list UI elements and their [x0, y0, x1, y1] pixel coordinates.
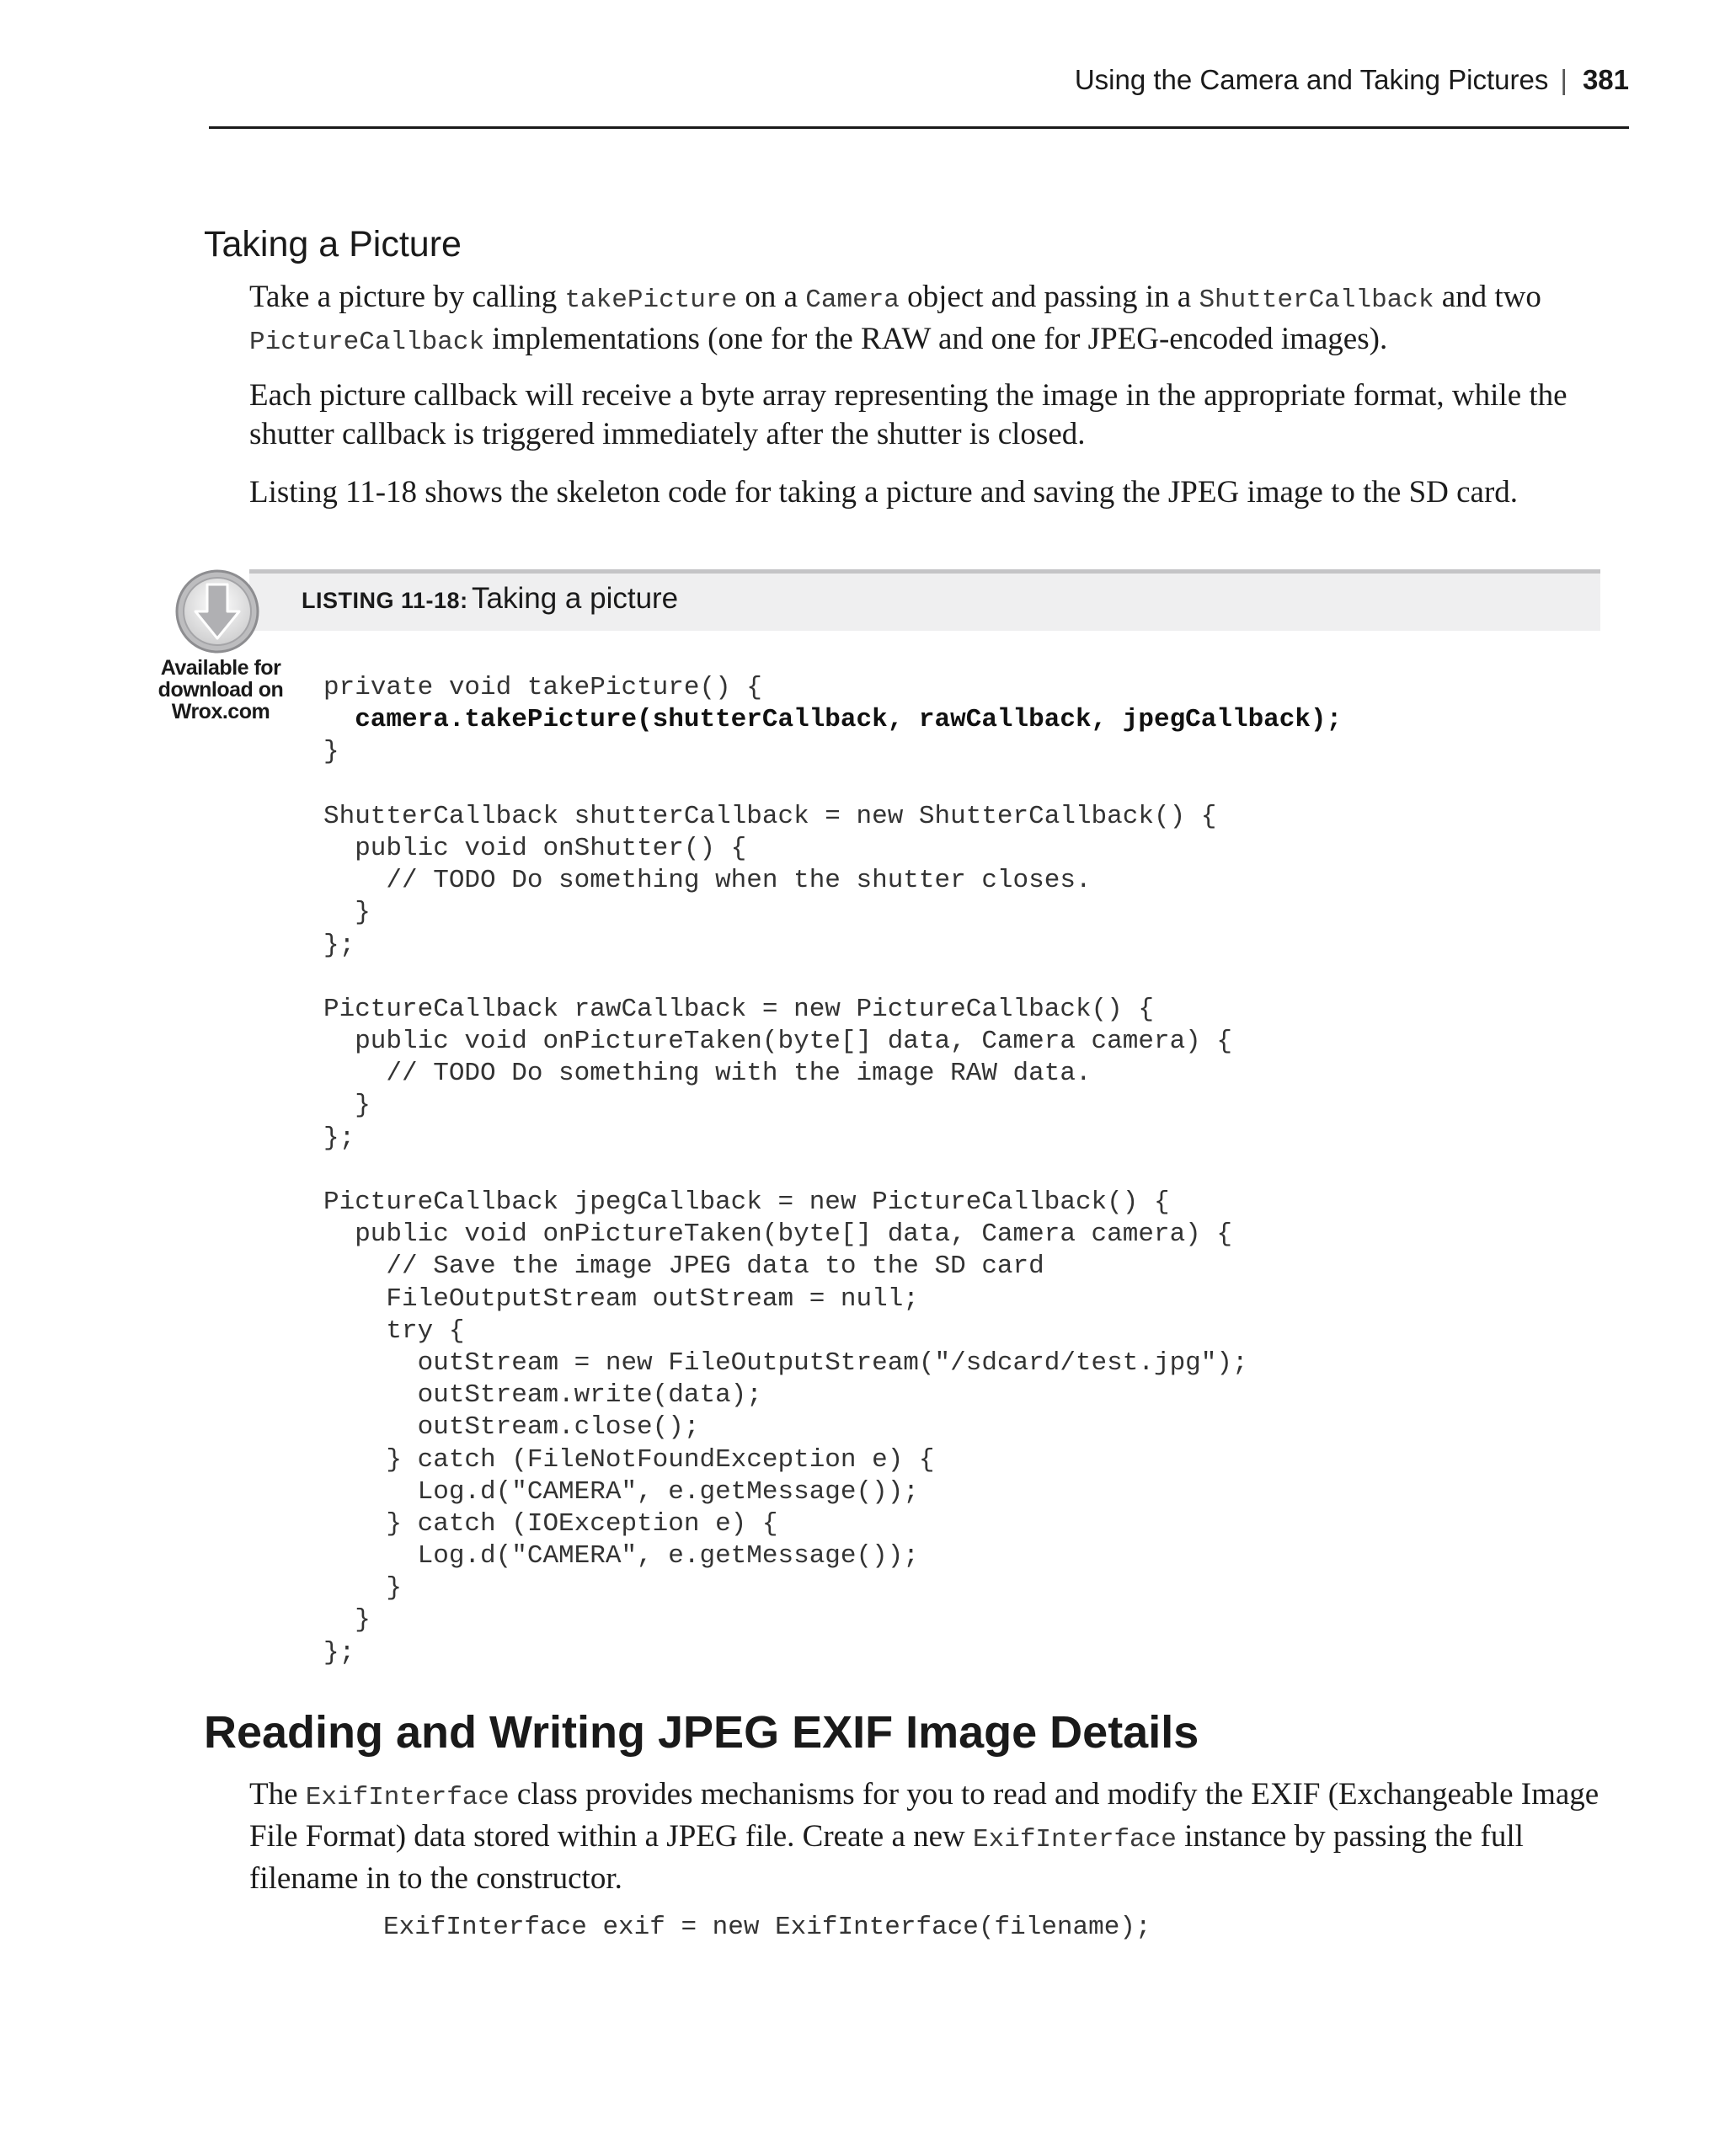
text-run: The — [249, 1777, 306, 1812]
inline-code: PictureCallback — [249, 328, 485, 357]
code-line: // TODO Do something with the image RAW data. — [323, 1059, 1092, 1089]
listing-caption — [302, 582, 678, 616]
code-line: outStream = new FileOutputStream("/sdcard/test.jpg"); — [323, 1348, 1248, 1378]
text-run: object and passing in a — [899, 280, 1199, 314]
chapter-title: Using the Camera and Taking Pictures — [1074, 64, 1549, 95]
code-line: } — [323, 737, 339, 767]
exif-section-heading: Reading and Writing JPEG EXIF Image Details — [204, 1707, 1199, 1758]
listing-header-bar — [249, 569, 1600, 631]
exif-code-snippet: ExifInterface exif = new ExifInterface(filename); — [383, 1913, 1151, 1942]
code-line: } catch (IOException e) { — [323, 1508, 778, 1539]
code-line: camera.takePicture(shutterCallback, rawCallback, jpegCallback); — [323, 705, 1343, 735]
download-label-line: download on — [158, 678, 284, 702]
download-label-line: Available for — [160, 656, 281, 680]
code-line: public void onShutter() { — [323, 833, 747, 863]
code-line: } — [323, 1091, 371, 1121]
inline-code: ExifInterface — [305, 1783, 510, 1812]
code-line: private void takePicture() { — [323, 673, 762, 702]
text-run: on a — [737, 280, 806, 314]
paragraph-exif — [249, 1775, 1605, 1898]
inline-code: ShutterCallback — [1199, 286, 1434, 315]
download-arrow-icon — [174, 568, 261, 655]
code-listing — [323, 672, 1342, 1669]
code-line — [323, 962, 1342, 994]
code-line: }; — [323, 1637, 355, 1668]
code-line: FileOutputStream outStream = null; — [323, 1283, 919, 1314]
header-separator: | — [1560, 64, 1567, 95]
text-run: Take a picture by calling — [249, 280, 565, 314]
text-run: class provides mechanisms for you to read and modify the EXIF (Exchangeable Image File Format) data stored within a JPEG file. Create a new — [249, 1777, 1599, 1854]
code-line: } catch (FileNotFoundException e) { — [323, 1444, 935, 1475]
download-label-line: Wrox.com — [171, 700, 270, 723]
code-line: outStream.write(data); — [323, 1380, 762, 1411]
section-heading: Taking a Picture — [204, 224, 462, 264]
paragraph-callbacks: Each picture callback will receive a byte array representing the image in the appropriate format, while the shutter callback is triggered immediately after the shutter is closed. — [249, 378, 1567, 451]
listing-title: Taking a picture — [472, 582, 679, 615]
page-number: 381 — [1582, 64, 1629, 95]
text-run: and two — [1434, 280, 1541, 314]
paragraph-take-picture — [249, 278, 1605, 362]
code-line: ShutterCallback shutterCallback = new ShutterCallback() { — [323, 801, 1217, 831]
code-line: } — [323, 898, 371, 928]
code-line: Log.d("CAMERA", e.getMessage()); — [323, 1541, 919, 1572]
code-line: PictureCallback rawCallback = new PictureCallback() { — [323, 994, 1154, 1024]
inline-code: takePicture — [564, 286, 738, 315]
listing-number: LISTING 11-18: — [302, 588, 468, 613]
code-line: public void onPictureTaken(byte[] data, Camera camera) { — [323, 1027, 1232, 1057]
code-line: public void onPictureTaken(byte[] data, Camera camera) { — [323, 1219, 1232, 1250]
code-line: // Save the image JPEG data to the SD card — [323, 1251, 1044, 1282]
inline-code: ExifInterface — [973, 1825, 1177, 1854]
inline-code: Camera — [805, 286, 900, 315]
code-line — [323, 769, 1342, 801]
code-line: PictureCallback jpegCallback = new PictureCallback() { — [323, 1187, 1170, 1217]
code-line: }; — [323, 1123, 355, 1153]
code-line: outStream.close(); — [323, 1412, 700, 1443]
paragraph-listing-ref: Listing 11-18 shows the skeleton code for taking a picture and saving the JPEG image to the SD card. — [249, 475, 1519, 510]
download-label — [153, 657, 288, 723]
code-line: // TODO Do something when the shutter closes. — [323, 866, 1092, 896]
code-line — [323, 1155, 1342, 1187]
code-line: }; — [323, 930, 355, 960]
text-run: implementations (one for the RAW and one for JPEG-encoded images). — [484, 322, 1388, 356]
code-line: } — [323, 1573, 403, 1604]
code-line: try { — [323, 1315, 465, 1346]
page-header — [209, 59, 1629, 129]
text-run: instance by passing the full filename in to the constructor. — [249, 1819, 1524, 1896]
header-content — [1075, 64, 1629, 96]
code-line: } — [323, 1605, 371, 1636]
code-line: Log.d("CAMERA", e.getMessage()); — [323, 1476, 919, 1507]
